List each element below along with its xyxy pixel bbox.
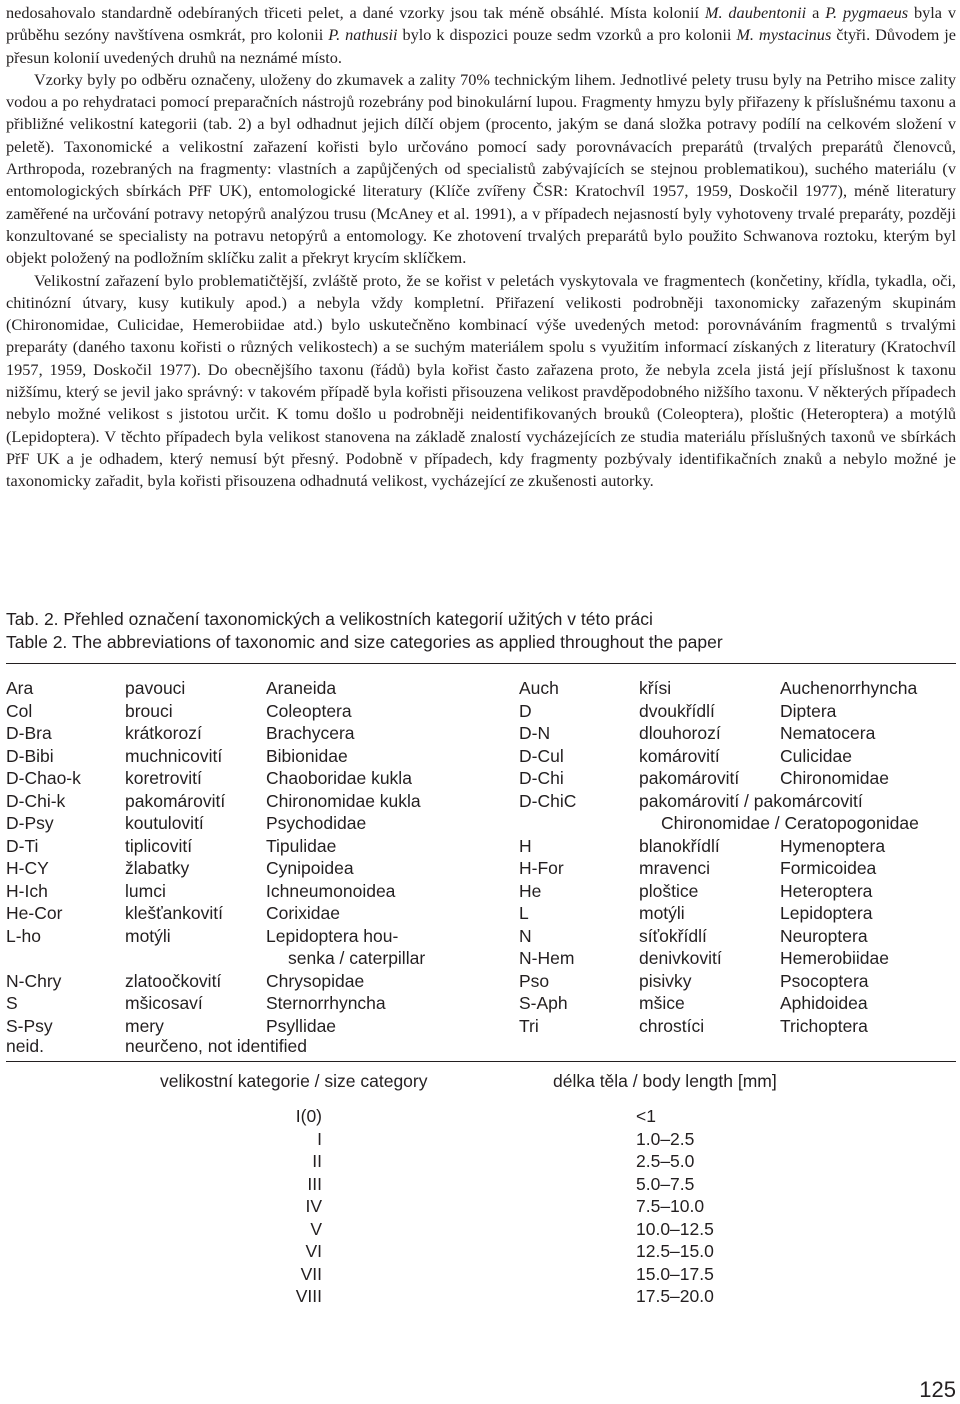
not-identified-code: neid.: [6, 1036, 44, 1056]
abbreviation-row: [519, 970, 959, 993]
paragraph-1: nedosahovalo standardně odebíraných třiceti pelet, a dané vzorky jsou tak méně obsáhlé. Místa kolonií M. daubentonii a P. pygmaeus byla v průběhu sezóny navštívena osmkrát, pro kolonii P. nathusii bylo k dispozici pouze sedm vzorků a pro kolonii M. mystacinus čtyři. Důvodem je přesun kolonií uvedených druhů na neznámé místo.: [6, 3, 957, 67]
table-caption-cz: Tab. 2. Přehled označení taxonomických a velikostních kategorií užitých v této práci: [6, 609, 653, 629]
paragraph-3: Velikostní zařazení bylo problematičtější, zvláště proto, že se kořist v peletách vyskytovala ve fragmentech (končetiny, křídla, tykadla, oči, chitinózní útvary, kusy kutikuly apod.) a nebyla vždy kompletní. Přiřazení velikosti podrobněji taxonomicky zařazeným skupinám (Chironomidae, Culicidae, Hemerobiidae atd.) bylo uskutečněno kombinací výše uvedených metod: porovnáváním fragmentů s trvalými preparáty (daného taxonu kořisti o různých velikostech) a se suchým materiálem spolu s využitím informací získaných z literatury (Kratochvíl 1957, 1959, Doskočil 1977). Do obecnějšího taxonu (řádů) byla kořist často zařazena proto, že nebyla zcela jistá její příslušnost k taxonu nižšímu, který se jevil jako správný: v takovém případě byla kořisti přisouzena velikost pravděpodobného nižšího taxonu. V některých případech nebylo možné velikost s jistotou určit. K tomu došlo u podrobněji neidentifikovaných brouků (Coleoptera), ploštic (Heteroptera) a motýlů (Lepidoptera). V těchto případech byla velikost stanovena na základě znalostí vycházejících ze studia materiálu příslušných taxonů ve sbírkách PřF UK a je odhadem, který nemusí být přesný. Podobně v případech, kdy fragmenty pozbývaly identifikačních znaků a nebylo možné je taxonomicky zařadit, byla kořisti přisouzena odhadnutá velikost, vycházející ze zkušenosti autorky.: [6, 270, 956, 491]
size-length: 15.0–17.5: [636, 1263, 714, 1284]
abbreviation-czech: koretrovití: [125, 768, 202, 788]
abbreviation-row: [519, 677, 959, 700]
abbreviation-code: D-Chi-k: [6, 790, 66, 811]
abbreviation-code: L-ho: [6, 925, 42, 946]
abbreviation-latin: Nematocera: [780, 723, 876, 743]
abbreviation-row: [519, 1015, 959, 1038]
abbreviation-czech: chrostíci: [639, 1015, 705, 1036]
abbreviation-czech: muchnicovití: [125, 745, 223, 766]
abbreviation-code: He-Cor: [6, 903, 63, 923]
abbreviation-code: H-CY: [6, 858, 49, 878]
abbreviation-latin: Auchenorrhyncha: [780, 678, 918, 698]
size-row: [0, 1150, 960, 1173]
abbreviation-code: D: [519, 700, 532, 721]
size-row: [0, 1128, 960, 1151]
abbreviation-row: [519, 812, 959, 835]
abbreviation-row: [519, 880, 959, 903]
table-middle-rule: [6, 1061, 956, 1062]
abbreviation-code: Tri: [519, 1015, 539, 1036]
abbreviation-czech: pavouci: [125, 678, 186, 698]
abbreviation-row: [6, 700, 496, 723]
abbreviation-latin: Chironomidae kukla: [266, 790, 421, 811]
abbreviation-czech: mšice: [639, 993, 685, 1013]
paragraph-2: Vzorky byly po odběru označeny, uloženy do zkumavek a zality 70% technickým lihem. Jednotlivé pelety trusu byly na Petriho misce zality vodou a po rehydrataci pomocí preparačních nástrojů rozebrány pod binokulární lupou. Fragmenty hmyzu byly přiřazeny k příslušnému taxonu a přibližné velikostní kategorii (tab. 2) a byl odhadnut jejich dílčí objem (procento, jakým se daná složka potravy podílí na celkovém složení v peletě). Taxonomické a velikostní zařazení kořisti bylo určováno pomocí sady porovnávacích preparátů (trvalých preparátů členovců, Arthropoda, rozebraných na fragmenty: vlastních a zapůjčených od specialistů zabývajících se stejnou problematikou), suchého materiálu (v entomologických sbírkách PřF UK), entomologické literatury (Klíče zvířeny ČSR: Kratochvíl 1957, 1959, Doskočil 1977), méně literatury zaměřené na určování potravy netopýrů analýzou trusu (McAney et al. 1991), a v případech nejasností byly vyhotoveny trvalé preparáty, později konzultované se specialisty na potravu netopýrů a entomology. Ke zhotovení trvalých preparátů bylo použito Schwanova roztoku, kterým byl objekt položený na podložním sklíčku zalit a překryt krycím sklíčkem.: [6, 69, 956, 268]
abbreviation-code: S: [6, 993, 18, 1013]
abbreviation-row: [6, 902, 496, 925]
abbreviation-code: H-Ich: [6, 880, 48, 901]
not-identified-text: neurčeno, not identified: [125, 1036, 307, 1056]
abbreviation-code: He: [519, 880, 542, 901]
abbreviation-latin: Chironomidae: [780, 768, 889, 788]
size-length: 2.5–5.0: [636, 1151, 695, 1171]
abbreviation-code: N: [519, 925, 532, 946]
abbreviation-code: L: [519, 903, 529, 923]
abbreviation-code: Col: [6, 700, 33, 721]
abbreviation-latin: Aphidoidea: [780, 993, 868, 1013]
abbreviation-row: [519, 947, 959, 970]
abbreviation-czech: blanokřídlí: [639, 835, 720, 856]
abbreviation-latin: Neuroptera: [780, 925, 868, 946]
size-length: 7.5–10.0: [636, 1196, 705, 1216]
abbreviation-code: N-Hem: [519, 948, 575, 968]
size-header-length: délka těla / body length [mm]: [553, 1071, 777, 1091]
table-caption-en: Table 2. The abbreviations of taxonomic and size categories as applied throughout the paper: [6, 632, 723, 652]
size-category: V: [310, 1218, 322, 1239]
abbreviation-latin: Chrysopidae: [266, 970, 365, 991]
size-category: VII: [300, 1263, 322, 1284]
abbreviation-latin: Chaoboridae kukla: [266, 768, 412, 788]
size-header-category: velikostní kategorie / size category: [160, 1071, 428, 1091]
abbreviation-row: [6, 1015, 496, 1038]
abbreviation-latin: Formicoidea: [780, 858, 877, 878]
abbreviation-czech: ploštice: [639, 880, 699, 901]
abbreviation-latin: Hymenoptera: [780, 835, 886, 856]
abbreviation-code: D-Cul: [519, 745, 564, 766]
abbreviation-latin: Brachycera: [266, 723, 355, 743]
abbreviation-row: [519, 925, 959, 948]
abbreviation-czech: koutulovití: [125, 813, 204, 833]
abbreviation-code: D-Chi: [519, 768, 564, 788]
abbreviation-latin: Corixidae: [266, 903, 340, 923]
abbreviation-row: [6, 722, 496, 745]
size-length: 17.5–20.0: [636, 1286, 714, 1306]
size-category: II: [312, 1151, 322, 1171]
abbreviation-czech: mšicosaví: [125, 993, 203, 1013]
size-row: [0, 1285, 960, 1308]
size-length: 10.0–12.5: [636, 1218, 714, 1239]
abbreviation-code: Pso: [519, 970, 550, 991]
abbreviation-czech: pakomárovití / pakomárcovití: [639, 790, 863, 811]
abbreviation-code: N-Chry: [6, 970, 62, 991]
abbreviation-row: [519, 700, 959, 723]
size-row: [0, 1195, 960, 1218]
abbreviation-czech: brouci: [125, 700, 173, 721]
abbreviations-right: [519, 677, 959, 1037]
table-top-rule: [6, 663, 956, 664]
size-length: <1: [636, 1106, 656, 1126]
size-category: VIII: [295, 1286, 322, 1306]
abbreviation-code: D-N: [519, 723, 551, 743]
abbreviation-latin: Hemerobiidae: [780, 948, 889, 968]
abbreviation-latin: Sternorrhyncha: [266, 993, 386, 1013]
abbreviation-czech: lumci: [125, 880, 166, 901]
abbreviation-row: [6, 970, 496, 993]
abbreviation-row: [6, 767, 496, 790]
abbreviation-latin: senka / caterpillar: [288, 948, 426, 968]
abbreviation-czech: motýli: [125, 925, 171, 946]
size-category: III: [307, 1173, 322, 1194]
abbreviations-left: [6, 677, 496, 1037]
abbreviation-latin: Psychodidae: [266, 813, 367, 833]
abbreviation-code: D-Ti: [6, 835, 39, 856]
abbreviation-czech: pisivky: [639, 970, 692, 991]
abbreviation-latin: Psocoptera: [780, 970, 869, 991]
abbreviation-row: [6, 992, 496, 1015]
abbreviation-czech: mravenci: [639, 858, 710, 878]
size-category: IV: [305, 1196, 322, 1216]
abbreviation-row: [519, 767, 959, 790]
size-row: [0, 1240, 960, 1263]
abbreviation-code: H-For: [519, 858, 564, 878]
abbreviation-code: S-Psy: [6, 1015, 53, 1036]
abbreviation-latin: Psyllidae: [266, 1015, 337, 1036]
abbreviation-latin: Lepidoptera hou-: [266, 925, 399, 946]
abbreviation-row: [519, 992, 959, 1015]
abbreviation-latin: Coleoptera: [266, 700, 352, 721]
abbreviation-czech: krátkorozí: [125, 723, 202, 743]
size-length: 1.0–2.5: [636, 1128, 695, 1149]
abbreviation-row: [519, 857, 959, 880]
abbreviation-latin: Araneida: [266, 678, 337, 698]
abbreviation-latin: Diptera: [780, 700, 837, 721]
abbreviation-code: S-Aph: [519, 993, 568, 1013]
size-category: I: [317, 1128, 322, 1149]
abbreviation-latin: Culicidae: [780, 745, 852, 766]
abbreviation-code: D-Psy: [6, 813, 54, 833]
abbreviation-row: [6, 835, 496, 858]
abbreviation-czech: tiplicovití: [125, 835, 193, 856]
abbreviation-code: Ara: [6, 678, 34, 698]
size-category: I(0): [295, 1106, 322, 1126]
size-row: [0, 1173, 960, 1196]
abbreviation-czech: zlatoočkovití: [125, 970, 222, 991]
abbreviation-code: D-Bibi: [6, 745, 54, 766]
abbreviation-row: [6, 947, 496, 970]
body-text: [6, 2, 956, 493]
abbreviation-czech: komárovití: [639, 745, 720, 766]
abbreviation-czech: motýli: [639, 903, 685, 923]
size-category: VI: [305, 1241, 322, 1261]
abbreviation-czech: žlabatky: [125, 858, 190, 878]
size-length: 5.0–7.5: [636, 1173, 695, 1194]
size-row: [0, 1218, 960, 1241]
abbreviation-czech: pakomárovití: [125, 790, 226, 811]
abbreviation-czech: denivkovití: [639, 948, 722, 968]
size-table: [0, 1105, 960, 1308]
abbreviation-czech: křísi: [639, 678, 672, 698]
abbreviation-row: [519, 835, 959, 858]
abbreviation-latin: Trichoptera: [780, 1015, 868, 1036]
size-length: 12.5–15.0: [636, 1241, 714, 1261]
abbreviation-latin: Chironomidae / Ceratopogonidae: [661, 813, 919, 833]
abbreviation-czech: pakomárovití: [639, 768, 740, 788]
abbreviation-latin: Bibionidae: [266, 745, 348, 766]
abbreviation-latin: Heteroptera: [780, 880, 873, 901]
abbreviation-czech: síťokřídlí: [639, 925, 707, 946]
abbreviation-row: [6, 812, 496, 835]
abbreviation-row: [6, 857, 496, 880]
size-row: [0, 1105, 960, 1128]
abbreviation-czech: dvoukřídlí: [639, 700, 715, 721]
abbreviation-row: [6, 677, 496, 700]
abbreviation-row: [519, 722, 959, 745]
abbreviation-code: D-Bra: [6, 723, 52, 743]
abbreviation-czech: klešťankovití: [125, 903, 223, 923]
abbreviation-row: [6, 745, 496, 768]
abbreviation-czech: mery: [125, 1015, 164, 1036]
abbreviation-code: H: [519, 835, 532, 856]
abbreviation-row: [519, 790, 959, 813]
abbreviation-latin: Lepidoptera: [780, 903, 873, 923]
abbreviation-code: D-Chao-k: [6, 768, 81, 788]
size-row: [0, 1263, 960, 1286]
abbreviation-code: Auch: [519, 678, 559, 698]
abbreviation-row: [519, 745, 959, 768]
page-number: 125: [919, 1377, 956, 1402]
abbreviation-czech: dlouhorozí: [639, 723, 721, 743]
abbreviation-latin: Cynipoidea: [266, 858, 354, 878]
abbreviation-latin: Ichneumonoidea: [266, 880, 396, 901]
abbreviation-code: D-ChiC: [519, 790, 577, 811]
abbreviation-row: [6, 790, 496, 813]
abbreviation-row: [6, 925, 496, 948]
abbreviation-row: [519, 902, 959, 925]
abbreviation-row: [6, 880, 496, 903]
abbreviation-latin: Tipulidae: [266, 835, 337, 856]
